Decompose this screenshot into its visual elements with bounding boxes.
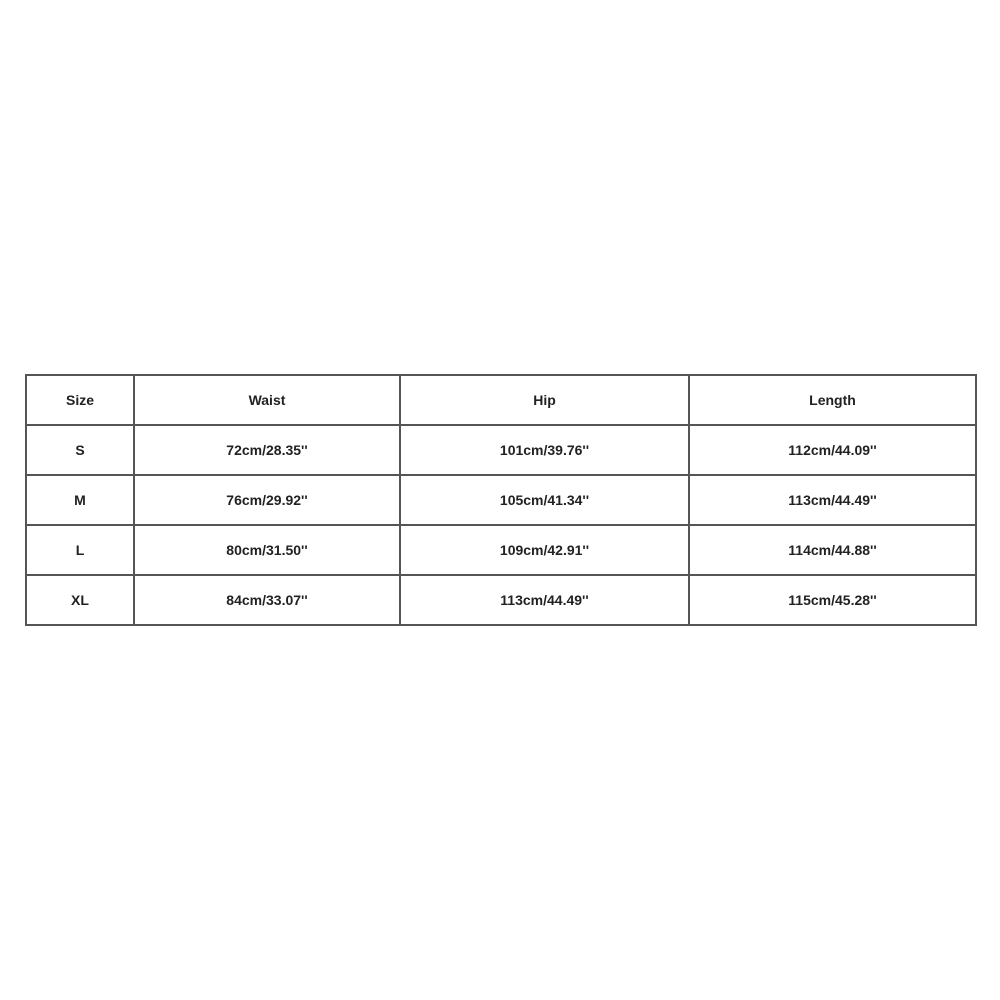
header-size: Size (26, 375, 134, 425)
cell-size: L (26, 525, 134, 575)
cell-hip: 113cm/44.49'' (400, 575, 689, 625)
cell-length: 112cm/44.09'' (689, 425, 976, 475)
table-row (26, 425, 976, 475)
cell-waist: 80cm/31.50'' (134, 525, 400, 575)
cell-hip: 101cm/39.76'' (400, 425, 689, 475)
cell-size: S (26, 425, 134, 475)
cell-length: 114cm/44.88'' (689, 525, 976, 575)
table-row (26, 575, 976, 625)
cell-length: 115cm/45.28'' (689, 575, 976, 625)
cell-size: M (26, 475, 134, 525)
cell-size: XL (26, 575, 134, 625)
cell-waist: 76cm/29.92'' (134, 475, 400, 525)
cell-length: 113cm/44.49'' (689, 475, 976, 525)
cell-waist: 72cm/28.35'' (134, 425, 400, 475)
cell-hip: 109cm/42.91'' (400, 525, 689, 575)
size-chart-table (25, 374, 977, 626)
header-length: Length (689, 375, 976, 425)
header-hip: Hip (400, 375, 689, 425)
table-row (26, 475, 976, 525)
header-waist: Waist (134, 375, 400, 425)
table-row (26, 525, 976, 575)
cell-waist: 84cm/33.07'' (134, 575, 400, 625)
cell-hip: 105cm/41.34'' (400, 475, 689, 525)
table-header-row (26, 375, 976, 425)
